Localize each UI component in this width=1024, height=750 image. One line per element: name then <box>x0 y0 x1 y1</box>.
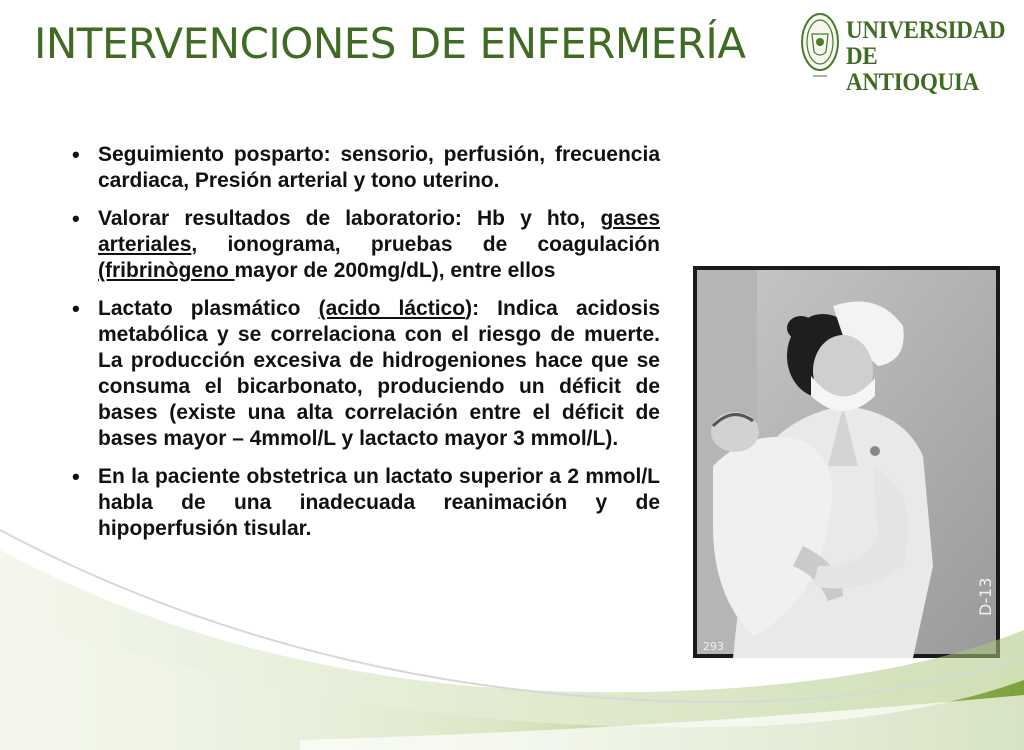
bullet-text: Valorar resultados de laboratorio: Hb y hto, <box>98 207 601 230</box>
underlined-text: (fribrinògeno <box>98 259 235 282</box>
bullet-text: mayor de 200mg/dL), entre ellos <box>234 259 556 282</box>
slide-title: INTERVENCIONES DE ENFERMERÍA <box>34 19 746 68</box>
bullet-text: Lactato plasmático <box>98 297 319 320</box>
university-logo <box>800 12 1015 96</box>
photo-corner-label: 293 <box>703 640 724 653</box>
university-seal-icon <box>800 12 840 80</box>
university-name-line1: UNIVERSIDAD <box>846 17 1006 44</box>
underlined-text: (acido láctico <box>318 297 466 320</box>
decorative-wave <box>0 490 1024 750</box>
bullet-item-seguimiento <box>70 142 660 194</box>
photo-edge-label: D-13 <box>976 577 995 616</box>
bullet-item-lactato <box>70 296 660 452</box>
university-name-line2: DE ANTIOQUIA <box>846 43 979 96</box>
bullet-text: En la paciente obstetrica un lactato superior a 2 mmol/L habla de una inadecuada reanimación y de hipoperfusión tisular. <box>98 465 660 540</box>
bullet-text: Seguimiento posparto: sensorio, perfusión, frecuencia cardiaca, Presión arterial y tono uterino. <box>98 143 660 192</box>
bullet-text: , ionograma, pruebas de coagulación <box>191 233 660 256</box>
university-name <box>846 18 1005 96</box>
bullet-text: ): Indica acidosis metabólica y se correlaciona con el riesgo de muerte. La producción excesiva de hidrogeniones hace que se consuma el bicarbonato, produciendo un déficit de bases (existe una alta correlación entre el déficit de bases mayor – 4mmol/L y lactacto mayor 3 mmol/L). <box>98 297 660 450</box>
underlined-text: gases arteriales <box>98 207 660 256</box>
bullet-item-laboratorio <box>70 206 660 284</box>
